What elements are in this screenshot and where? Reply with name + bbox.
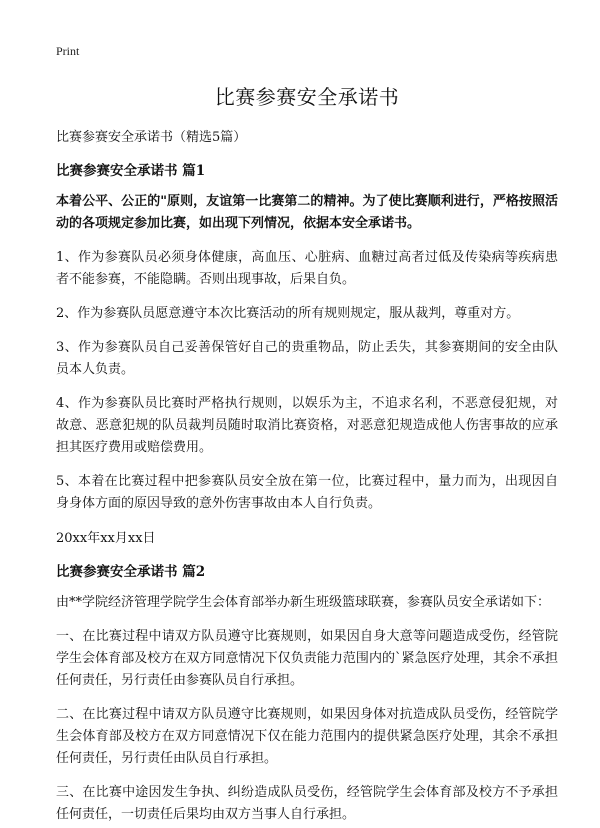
section-2-intro: 由**学院经济管理学院学生会体育部举办新生班级篮球联赛，参赛队员安全承诺如下： [56,595,551,610]
section-1-item-1: 1、作为参赛队员必须身体健康，高血压、心脏病、血糖过高者过低及传染病等疾病患者不能参赛，不能隐瞒。否则出现事故，后果自负。 [56,250,558,287]
section-2-item-3: 三、在比赛中途因发生争执、纠纷造成队员受伤，经管院学生会体育部及校方不予承担任何责任，一切责任后果均由双方当事人自行承担。 [56,785,558,822]
section-1-date: 20xx年xx月xx日 [56,531,156,546]
print-link[interactable]: Print [56,44,80,58]
page-title: 比赛参赛安全承诺书 [214,85,400,109]
section-2-item-1: 一、在比赛过程中请双方队员遵守比赛规则，如果因自身大意等问题造成受伤，经管院学生会体育部及校方在双方同意情况下仅负责能力范围内的`紧急医疗处理，其余不承担任何责任，另行责任由参赛队员自行承担。 [56,629,558,688]
section-1-item-5: 5、本着在比赛过程中把参赛队员安全放在第一位，比赛过程中，量力而为，出现因自身身体方面的原因导致的意外伤害事故由本人自行负责。 [56,474,558,511]
document-subtitle: 比赛参赛安全承诺书（精选5篇） [56,130,247,145]
section-1-item-2: 2、作为参赛队员愿意遵守本次比赛活动的所有规则规定，服从裁判，尊重对方。 [56,306,520,321]
section-1-item-3: 3、作为参赛队员自己妥善保管好自己的贵重物品，防止丢失，其参赛期间的安全由队员本人负责。 [56,340,558,377]
section-1-heading: 比赛参赛安全承诺书 篇1 [56,163,206,179]
section-2-item-2: 二、在比赛过程中请双方队员遵守比赛规则，如果因身体对抗造成队员受伤，经管院学生会体育部及校方在双方同意情况下仅在能力范围内的提供紧急医疗处理，其余不承担任何责任，另行责任由队员自行承担。 [56,707,558,766]
section-2-heading: 比赛参赛安全承诺书 篇2 [56,564,206,580]
section-1-item-4: 4、作为参赛队员比赛时严格执行规则，以娱乐为主，不追求名利，不恶意侵犯规，对故意、恶意犯规的队员裁判员随时取消比赛资格，对恶意犯规造成他人伤害事故的应承担其医疗费用或赔偿费用。 [56,396,558,455]
section-1-intro: 本着公平、公正的"原则，友谊第一比赛第二的精神。为了使比赛顺利进行，严格按照活动的各项规定参加比赛，如出现下列情况，依据本安全承诺书。 [56,194,558,231]
